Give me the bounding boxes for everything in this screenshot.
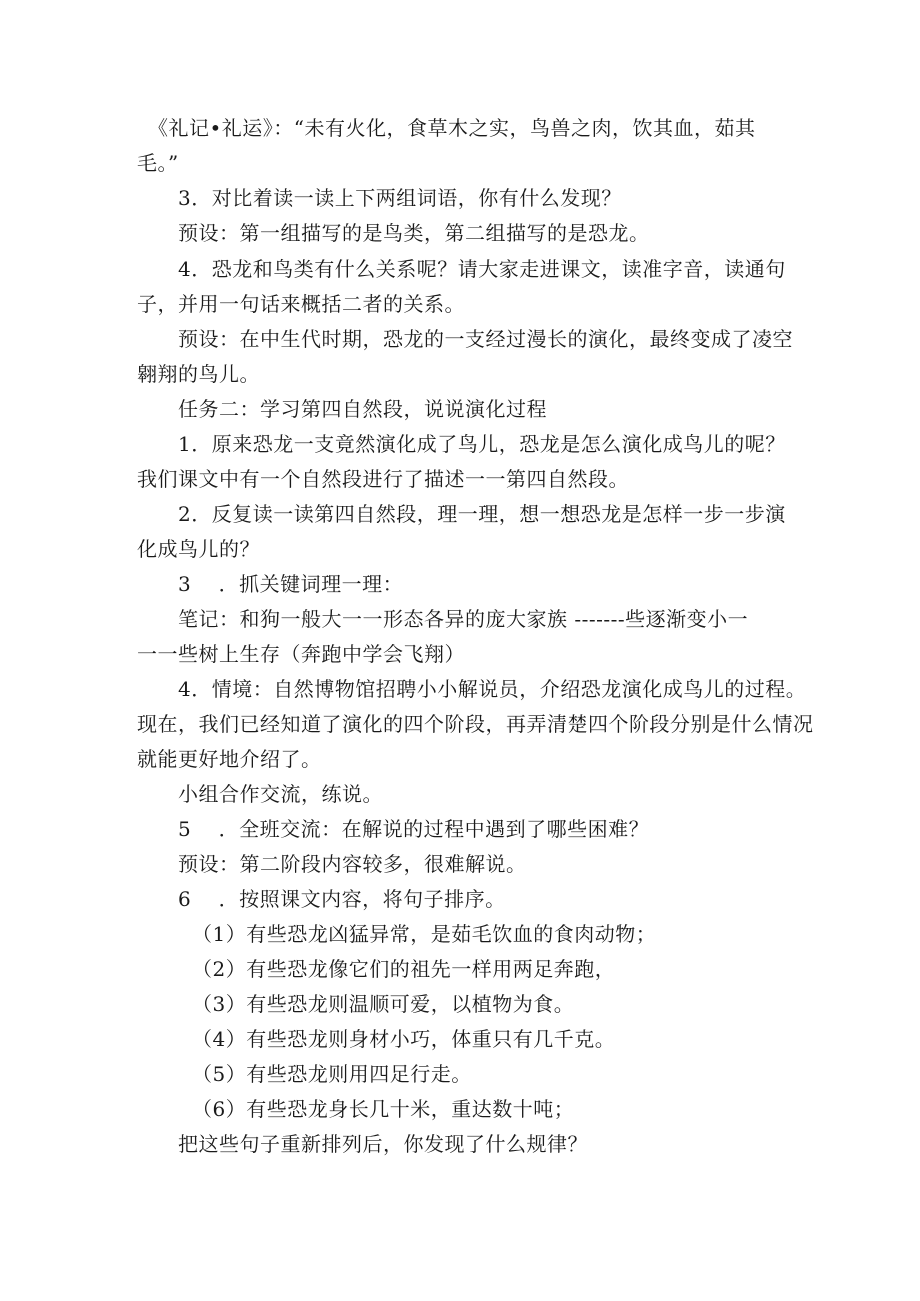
task-2-step-1-line-2: 我们课文中有一个自然段进行了描述一一第四自然段。 [137, 467, 629, 491]
quote-line-1: 《礼记•礼运》：“未有火化，食草木之实，鸟兽之肉，饮其血，茹其 [148, 116, 756, 140]
sentence-4: （4）有些恐龙则身材小巧，体重只有几千克。 [192, 1027, 616, 1051]
task-2-step-2-line-2: 化成鸟儿的？ [137, 537, 260, 561]
sentence-3: （3）有些恐龙则温顺可爱，以植物为食。 [192, 992, 575, 1016]
task-2-step-6: 6 ．按照课文内容，将句子排序。 [178, 887, 506, 911]
step-3-preset: 预设：第一组描写的是鸟类，第二组描写的是恐龙。 [178, 221, 650, 245]
task-2-step-2-line-1: 2．反复读一读第四自然段，理一理，想一想恐龙是怎样一步一步演 [178, 502, 786, 526]
notes-line-2: 一一些树上生存（奔跑中学会飞翔） [137, 642, 465, 666]
sentence-2: （2）有些恐龙像它们的祖先一样用两足奔跑， [192, 957, 616, 981]
notes-line-1: 笔记：和狗一般大一一形态各异的庞大家族 -------些逐渐变小一 [178, 607, 749, 631]
task-2-step-4-line-3: 就能更好地介绍了。 [137, 747, 322, 771]
sentence-5: （5）有些恐龙则用四足行走。 [192, 1062, 472, 1086]
task-2-step-5-preset: 预设：第二阶段内容较多，很难解说。 [178, 852, 527, 876]
step-4-question-line-2: 子，并用一句话来概括二者的关系。 [137, 292, 465, 316]
closing-question: 把这些句子重新排列后，你发现了什么规律？ [178, 1132, 588, 1156]
task-2-step-5: 5 ．全班交流：在解说的过程中遇到了哪些困难？ [178, 817, 650, 841]
quote-line-2: 毛。” [137, 151, 179, 175]
task-2-step-3: 3 ．抓关键词理一理： [178, 572, 404, 596]
task-2-step-4-line-2: 现在，我们已经知道了演化的四个阶段，再弄清楚四个阶段分别是什么情况 [137, 712, 814, 736]
sentence-1: （1）有些恐龙凶猛异常，是茹毛饮血的食肉动物； [192, 922, 657, 946]
step-4-question-line-1: 4．恐龙和鸟类有什么关系呢？请大家走进课文，读准字音，读通句 [178, 257, 786, 281]
step-4-preset-line-1: 预设：在中生代时期，恐龙的一支经过漫长的演化，最终变成了凌空 [178, 327, 793, 351]
step-4-preset-line-2: 翱翔的鸟儿。 [137, 362, 260, 386]
group-practice: 小组合作交流，练说。 [178, 782, 383, 806]
step-3-question: 3．对比着读一读上下两组词语，你有什么发现？ [178, 186, 622, 210]
task-2-heading: 任务二：学习第四自然段，说说演化过程 [178, 397, 547, 421]
task-2-step-4-line-1: 4．情境：自然博物馆招聘小小解说员，介绍恐龙演化成鸟儿的过程。 [178, 677, 807, 701]
sentence-6: （6）有些恐龙身长几十米，重达数十吨； [192, 1097, 575, 1121]
task-2-step-1-line-1: 1．原来恐龙一支竟然演化成了鸟儿，恐龙是怎么演化成鸟儿的呢？ [178, 432, 786, 456]
